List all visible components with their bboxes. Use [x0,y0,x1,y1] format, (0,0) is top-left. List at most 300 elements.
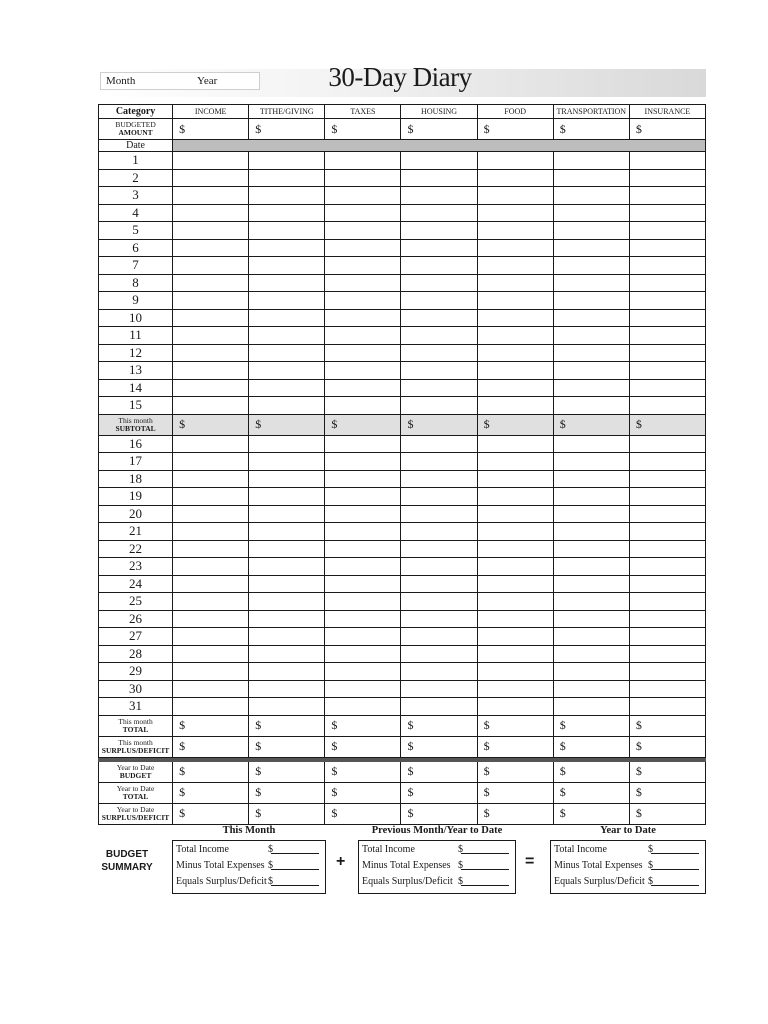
entry-cell[interactable] [401,453,477,471]
entry-cell[interactable] [173,610,249,628]
summary-line[interactable] [176,874,322,890]
entry-cell[interactable] [173,680,249,698]
entry-cell[interactable] [629,239,705,257]
entry-cell[interactable] [325,344,401,362]
blank-line[interactable] [461,858,509,870]
budgeted-amount-cell[interactable]: $ [401,119,477,140]
entry-cell[interactable] [477,505,553,523]
entry-cell[interactable] [325,593,401,611]
entry-cell[interactable] [325,309,401,327]
budgeted-amount-cell[interactable]: $ [477,119,553,140]
entry-cell[interactable] [553,488,629,506]
entry-cell[interactable] [401,558,477,576]
ytd-total-cell[interactable]: $ [401,782,477,803]
ytd-surplus-cell[interactable]: $ [325,803,401,824]
blank-line[interactable] [651,874,699,886]
month-total-cell[interactable]: $ [553,715,629,736]
entry-cell[interactable] [325,327,401,345]
entry-cell[interactable] [629,435,705,453]
entry-cell[interactable] [553,292,629,310]
ytd-surplus-label-line2: SURPLUS/DEFICIT [101,812,170,822]
entry-cell[interactable] [629,680,705,698]
entry-cell[interactable] [249,505,325,523]
entry-cell[interactable] [553,379,629,397]
entry-cell[interactable] [477,453,553,471]
entry-cell[interactable] [401,274,477,292]
budget-summary-label-line2: SUMMARY [101,862,153,873]
entry-cell[interactable] [325,470,401,488]
entry-cell[interactable] [325,204,401,222]
entry-cell[interactable] [401,397,477,415]
entry-cell[interactable] [477,309,553,327]
entry-cell[interactable] [629,204,705,222]
entry-cell[interactable] [325,645,401,663]
entry-cell[interactable] [325,453,401,471]
entry-cell[interactable] [401,610,477,628]
entry-cell[interactable] [173,593,249,611]
ytd-surplus-cell[interactable]: $ [477,803,553,824]
entry-cell[interactable] [173,204,249,222]
entry-cell[interactable] [477,152,553,170]
entry-cell[interactable] [553,453,629,471]
entry-cell[interactable] [249,204,325,222]
entry-cell[interactable] [553,523,629,541]
entry-cell[interactable] [477,558,553,576]
entry-cell[interactable] [325,523,401,541]
entry-cell[interactable] [553,344,629,362]
month-surplus-cell[interactable]: $ [401,736,477,757]
entry-cell[interactable] [401,628,477,646]
entry-cell[interactable] [173,628,249,646]
entry-cell[interactable] [173,558,249,576]
month-total-cell[interactable]: $ [629,715,705,736]
entry-cell[interactable] [477,379,553,397]
entry-cell[interactable] [325,379,401,397]
entry-cell[interactable] [173,362,249,380]
entry-cell[interactable] [553,593,629,611]
entry-cell[interactable] [173,488,249,506]
entry-cell[interactable] [477,470,553,488]
ytd-total-cell[interactable]: $ [477,782,553,803]
entry-cell[interactable] [249,488,325,506]
entry-cell[interactable] [401,379,477,397]
entry-cell[interactable] [629,327,705,345]
entry-cell[interactable] [629,187,705,205]
entry-cell[interactable] [401,187,477,205]
entry-cell[interactable] [477,362,553,380]
entry-cell[interactable] [325,663,401,681]
month-surplus-cell[interactable]: $ [629,736,705,757]
blank-line[interactable] [651,842,699,854]
entry-cell[interactable] [325,698,401,716]
entry-cell[interactable] [629,645,705,663]
budgeted-amount-cell[interactable]: $ [553,119,629,140]
entry-cell[interactable] [553,575,629,593]
month-total-cell[interactable]: $ [477,715,553,736]
entry-cell[interactable] [553,610,629,628]
entry-cell[interactable] [401,488,477,506]
entry-cell[interactable] [629,453,705,471]
entry-cell[interactable] [401,257,477,275]
entry-cell[interactable] [173,239,249,257]
entry-cell[interactable] [249,680,325,698]
subtotal-label-line2: SUBTOTAL [115,423,156,433]
entry-cell[interactable] [477,680,553,698]
entry-cell[interactable] [477,628,553,646]
entry-cell[interactable] [401,698,477,716]
entry-cell[interactable] [401,505,477,523]
entry-cell[interactable] [553,362,629,380]
entry-cell[interactable] [173,645,249,663]
entry-cell[interactable] [401,645,477,663]
entry-cell[interactable] [629,663,705,681]
entry-cell[interactable] [249,558,325,576]
summary-line[interactable] [362,842,512,858]
budgeted-amount-cell[interactable]: $ [629,119,705,140]
ytd-budget-cell[interactable]: $ [401,761,477,782]
entry-cell[interactable] [325,505,401,523]
entry-cell[interactable] [325,397,401,415]
ytd-budget-cell[interactable]: $ [477,761,553,782]
entry-cell[interactable] [173,698,249,716]
ytd-total-cell[interactable]: $ [629,782,705,803]
entry-cell[interactable] [325,540,401,558]
month-total-cell[interactable]: $ [401,715,477,736]
entry-cell[interactable] [325,274,401,292]
entry-cell[interactable] [173,523,249,541]
entry-cell[interactable] [325,222,401,240]
summary-box-previous[interactable] [358,840,516,894]
entry-cell[interactable] [477,610,553,628]
entry-cell[interactable] [401,540,477,558]
blank-line[interactable] [271,842,319,854]
entry-cell[interactable] [477,204,553,222]
entry-cell[interactable] [401,309,477,327]
entry-cell[interactable] [629,505,705,523]
month-total-cell[interactable]: $ [249,715,325,736]
entry-cell[interactable] [553,204,629,222]
entry-cell[interactable] [325,680,401,698]
summary-line[interactable] [176,842,322,858]
entry-cell[interactable] [477,488,553,506]
summary-line[interactable] [554,858,702,874]
entry-cell[interactable] [249,435,325,453]
entry-cell[interactable] [173,505,249,523]
entry-cell[interactable] [553,397,629,415]
entry-cell[interactable] [325,362,401,380]
ytd-budget-cell[interactable]: $ [249,761,325,782]
entry-cell[interactable] [629,558,705,576]
subtotal-cell[interactable]: $ [553,414,629,435]
entry-cell[interactable] [249,593,325,611]
entry-cell[interactable] [553,222,629,240]
entry-cell[interactable] [401,169,477,187]
entry-cell[interactable] [173,663,249,681]
entry-cell[interactable] [553,239,629,257]
entry-cell[interactable] [629,292,705,310]
entry-cell[interactable] [325,435,401,453]
entry-cell[interactable] [249,540,325,558]
entry-cell[interactable] [553,152,629,170]
entry-cell[interactable] [629,362,705,380]
entry-cell[interactable] [477,239,553,257]
entry-cell[interactable] [173,575,249,593]
entry-cell[interactable] [401,292,477,310]
entry-cell[interactable] [249,575,325,593]
ytd-budget-cell[interactable]: $ [325,761,401,782]
entry-cell[interactable] [325,610,401,628]
subtotal-cell[interactable]: $ [477,414,553,435]
entry-cell[interactable] [249,663,325,681]
entry-cell[interactable] [173,187,249,205]
entry-cell[interactable] [173,470,249,488]
blank-line[interactable] [461,842,509,854]
day-row [99,327,706,345]
entry-cell[interactable] [173,453,249,471]
entry-cell[interactable] [401,575,477,593]
entry-cell[interactable] [173,397,249,415]
entry-cell[interactable] [249,397,325,415]
entry-cell[interactable] [249,645,325,663]
entry-cell[interactable] [477,663,553,681]
entry-cell[interactable] [629,593,705,611]
entry-cell[interactable] [629,610,705,628]
entry-cell[interactable] [629,152,705,170]
month-surplus-cell[interactable]: $ [553,736,629,757]
entry-cell[interactable] [553,187,629,205]
entry-cell[interactable] [249,257,325,275]
entry-cell[interactable] [553,540,629,558]
month-surplus-cell[interactable]: $ [249,736,325,757]
entry-cell[interactable] [325,292,401,310]
entry-cell[interactable] [249,344,325,362]
entry-cell[interactable] [477,187,553,205]
entry-cell[interactable] [249,698,325,716]
entry-cell[interactable] [249,309,325,327]
ytd-surplus-cell[interactable]: $ [401,803,477,824]
entry-cell[interactable] [173,344,249,362]
ytd-surplus-cell[interactable]: $ [629,803,705,824]
entry-cell[interactable] [477,698,553,716]
ytd-total-cell[interactable]: $ [325,782,401,803]
entry-cell[interactable] [173,257,249,275]
subtotal-cell[interactable]: $ [173,414,249,435]
subtotal-cell[interactable]: $ [325,414,401,435]
entry-cell[interactable] [553,680,629,698]
entry-cell[interactable] [325,152,401,170]
day-number: 21 [99,523,173,541]
summary-line[interactable] [554,842,702,858]
entry-cell[interactable] [401,344,477,362]
entry-cell[interactable] [553,327,629,345]
entry-cell[interactable] [553,505,629,523]
entry-cell[interactable] [477,435,553,453]
subtotal-cell[interactable]: $ [629,414,705,435]
budgeted-amount-cell[interactable]: $ [325,119,401,140]
entry-cell[interactable] [173,309,249,327]
entry-cell[interactable] [249,187,325,205]
month-surplus-cell[interactable]: $ [325,736,401,757]
ytd-surplus-cell[interactable]: $ [249,803,325,824]
subtotal-cell[interactable]: $ [401,414,477,435]
entry-cell[interactable] [553,645,629,663]
entry-cell[interactable] [553,558,629,576]
entry-cell[interactable] [553,169,629,187]
entry-cell[interactable] [477,292,553,310]
entry-cell[interactable] [629,470,705,488]
entry-cell[interactable] [629,540,705,558]
entry-cell[interactable] [249,362,325,380]
entry-cell[interactable] [401,470,477,488]
entry-cell[interactable] [629,698,705,716]
subtotal-cell[interactable]: $ [249,414,325,435]
blank-line[interactable] [271,858,319,870]
entry-cell[interactable] [477,257,553,275]
ytd-total-cell[interactable]: $ [173,782,249,803]
entry-cell[interactable] [249,239,325,257]
entry-cell[interactable] [629,379,705,397]
blank-line[interactable] [271,874,319,886]
ytd-budget-cell[interactable]: $ [629,761,705,782]
ytd-total-row [99,782,706,803]
month-surplus-cell[interactable]: $ [173,736,249,757]
entry-cell[interactable] [249,379,325,397]
day-number: 2 [99,169,173,187]
ytd-surplus-cell[interactable]: $ [173,803,249,824]
entry-cell[interactable] [401,435,477,453]
entry-cell[interactable] [173,540,249,558]
entry-cell[interactable] [325,169,401,187]
ytd-budget-cell[interactable]: $ [173,761,249,782]
entry-cell[interactable] [401,680,477,698]
entry-cell[interactable] [173,169,249,187]
entry-cell[interactable] [325,257,401,275]
entry-cell[interactable] [401,152,477,170]
entry-cell[interactable] [249,453,325,471]
entry-cell[interactable] [173,327,249,345]
day-row [99,645,706,663]
entry-cell[interactable] [249,222,325,240]
entry-cell[interactable] [553,628,629,646]
summary-line[interactable] [176,858,322,874]
entry-cell[interactable] [629,397,705,415]
entry-cell[interactable] [249,470,325,488]
entry-cell[interactable] [629,575,705,593]
month-surplus-cell[interactable]: $ [477,736,553,757]
entry-cell[interactable] [553,698,629,716]
entry-cell[interactable] [249,327,325,345]
entry-cell[interactable] [553,470,629,488]
entry-cell[interactable] [325,488,401,506]
entry-cell[interactable] [173,435,249,453]
month-total-cell[interactable]: $ [325,715,401,736]
entry-cell[interactable] [629,488,705,506]
entry-cell[interactable] [629,344,705,362]
entry-cell[interactable] [477,645,553,663]
entry-cell[interactable] [477,540,553,558]
entry-cell[interactable] [401,663,477,681]
summary-line[interactable] [554,874,702,890]
day-number: 17 [99,453,173,471]
month-total-cell[interactable]: $ [173,715,249,736]
month-year-field[interactable] [100,72,260,90]
budgeted-amount-cell[interactable]: $ [249,119,325,140]
entry-cell[interactable] [629,257,705,275]
entry-cell[interactable] [401,327,477,345]
entry-cell[interactable] [249,274,325,292]
entry-cell[interactable] [477,274,553,292]
entry-cell[interactable] [249,610,325,628]
entry-cell[interactable] [401,593,477,611]
entry-cell[interactable] [629,274,705,292]
ytd-budget-cell[interactable]: $ [553,761,629,782]
blank-line[interactable] [651,858,699,870]
entry-cell[interactable] [325,187,401,205]
entry-cell[interactable] [477,344,553,362]
day-row [99,274,706,292]
entry-cell[interactable] [629,222,705,240]
entry-cell[interactable] [325,558,401,576]
entry-cell[interactable] [477,397,553,415]
summary-box-this-month[interactable] [172,840,326,894]
entry-cell[interactable] [325,239,401,257]
entry-cell[interactable] [249,292,325,310]
entry-cell[interactable] [401,222,477,240]
entry-cell[interactable] [401,239,477,257]
entry-cell[interactable] [477,327,553,345]
entry-cell[interactable] [325,575,401,593]
entry-cell[interactable] [173,292,249,310]
entry-cell[interactable] [553,663,629,681]
entry-cell[interactable] [249,152,325,170]
entry-cell[interactable] [477,593,553,611]
ytd-surplus-cell[interactable]: $ [553,803,629,824]
entry-cell[interactable] [629,309,705,327]
entry-cell[interactable] [553,309,629,327]
entry-cell[interactable] [477,169,553,187]
entry-cell[interactable] [553,274,629,292]
entry-cell[interactable] [629,169,705,187]
entry-cell[interactable] [553,435,629,453]
entry-cell[interactable] [477,575,553,593]
summary-line[interactable] [362,858,512,874]
entry-cell[interactable] [173,274,249,292]
entry-cell[interactable] [553,257,629,275]
entry-cell[interactable] [401,204,477,222]
summary-line[interactable] [362,874,512,890]
entry-cell[interactable] [477,222,553,240]
entry-cell[interactable] [249,628,325,646]
entry-cell[interactable] [173,222,249,240]
summary-box-ytd[interactable] [550,840,706,894]
entry-cell[interactable] [173,379,249,397]
day-row [99,540,706,558]
budgeted-amount-cell[interactable]: $ [173,119,249,140]
ytd-total-cell[interactable]: $ [249,782,325,803]
entry-cell[interactable] [325,628,401,646]
ytd-total-cell[interactable]: $ [553,782,629,803]
entry-cell[interactable] [249,523,325,541]
blank-line[interactable] [461,874,509,886]
entry-cell[interactable] [477,523,553,541]
entry-cell[interactable] [249,169,325,187]
entry-cell[interactable] [173,152,249,170]
currency-sign: $ [458,844,463,855]
entry-cell[interactable] [401,362,477,380]
entry-cell[interactable] [629,628,705,646]
entry-cell[interactable] [401,523,477,541]
entry-cell[interactable] [629,523,705,541]
